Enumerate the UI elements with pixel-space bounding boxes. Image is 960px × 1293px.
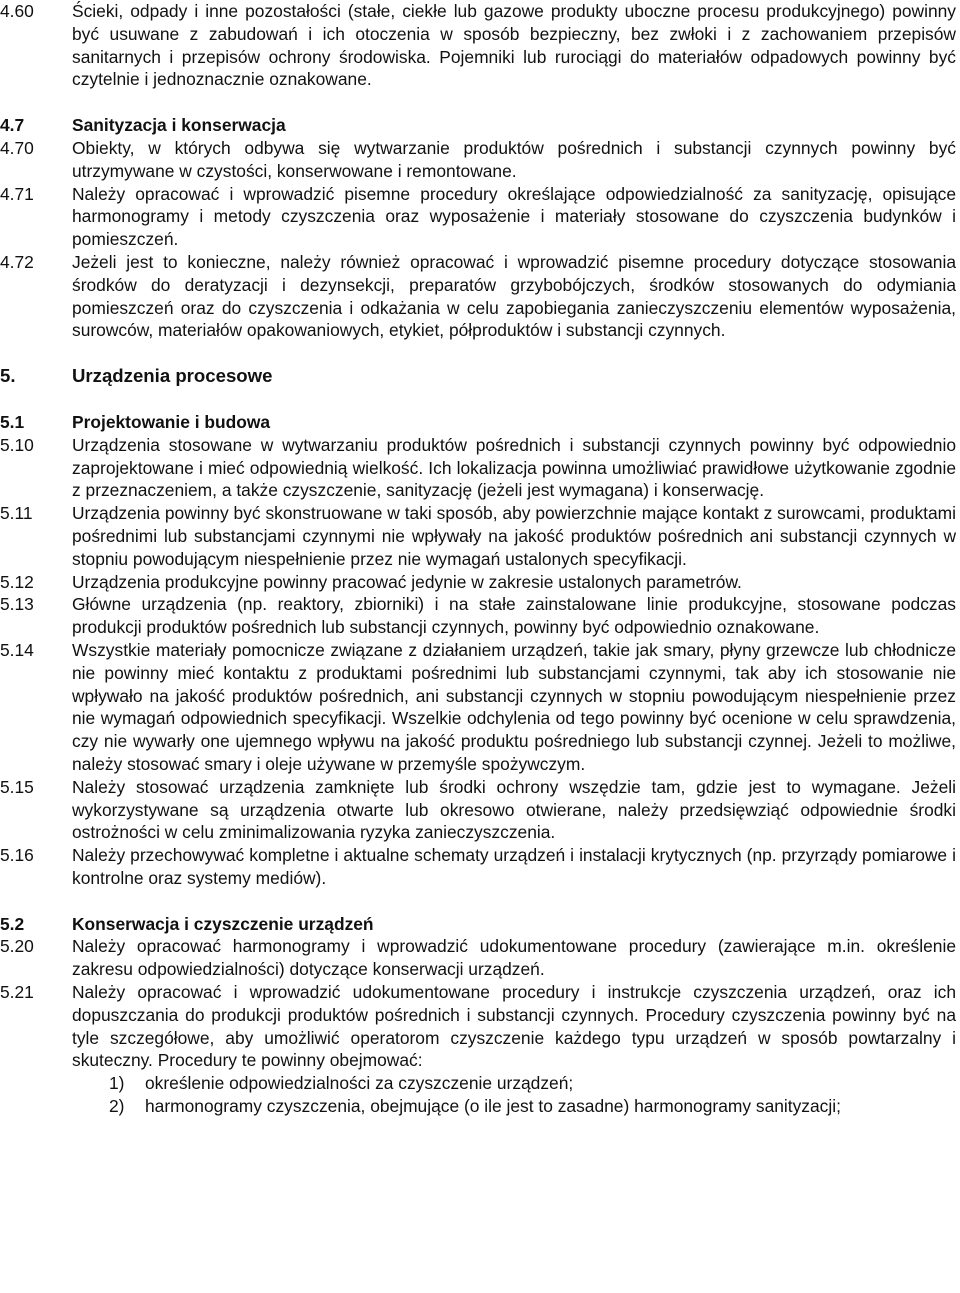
paragraph-text: Główne urządzenia (np. reaktory, zbiorniki) i na stałe zainstalowane linie produkcyjne, stosowane podczas produkcji produktów pośrednich lub substancji czynnych, powinny być odpowiednio oznakowane. xyxy=(72,594,956,638)
paragraph-text: Obiekty, w których odbywa się wytwarzanie produktów pośrednich i substancji czynnych powinny być utrzymywane w czystości, konserwowane i remontowane. xyxy=(72,137,956,181)
paragraph-5-10 xyxy=(0,434,956,502)
paragraph-number: 5.15 xyxy=(0,776,34,797)
paragraph-4-72 xyxy=(0,251,956,342)
paragraph-5-13 xyxy=(0,593,956,639)
paragraph-number: 5.10 xyxy=(0,434,34,455)
list-item xyxy=(0,1072,956,1095)
list-item-number: 1) xyxy=(109,1073,125,1094)
paragraph-text: Ścieki, odpady i inne pozostałości (stałe, ciekłe lub gazowe produkty uboczne procesu produkcyjnego) powinny być usuwane z zabudowań i ich otoczenia w sposób bezpieczny, bez zwłoki i z zachowaniem przepisów sanitarnych i przepisów ochrony środowiska. Pojemniki lub rurociągi do materiałów odpadowych powinny być czytelnie i jednoznacznie oznakowane. xyxy=(72,1,956,90)
heading-number: 5.2 xyxy=(0,913,25,934)
paragraph-number: 5.11 xyxy=(0,503,33,524)
paragraph-number: 5.16 xyxy=(0,845,34,866)
section-heading-4-7 xyxy=(0,114,960,137)
paragraph-5-12 xyxy=(0,571,956,594)
section-heading-5-1 xyxy=(0,411,960,434)
paragraph-text: Należy stosować urządzenia zamknięte lub środki ochrony wszędzie tam, gdzie jest to wymagane. Jeżeli wykorzystywane są urządzenia otwarte lub okresowo otwierane, należy przedsięwziąć odpowiednie środki ostrożności w celu zminimalizowania ryzyka zanieczyszczenia. xyxy=(72,776,956,843)
paragraph-number: 4.72 xyxy=(0,251,34,272)
paragraph-text: Urządzenia powinny być skonstruowane w taki sposób, aby powierzchnie mające kontakt z surowcami, produktami pośrednimi lub substancjami czynnymi nie wpływały na jakość produktów pośrednich ani substancji czynnych w stopniu powodującym niespełnienie przez nie wymagań ustalonych specyfikacji. xyxy=(72,503,956,569)
paragraph-number: 5.13 xyxy=(0,594,34,615)
list-item-text: harmonogramy czyszczenia, obejmujące (o ile jest to zasadne) harmonogramy sanityzacji; xyxy=(145,1096,841,1117)
list-item xyxy=(0,1095,956,1118)
paragraph-5-11 xyxy=(0,502,956,570)
chapter-heading-5 xyxy=(0,365,960,388)
paragraph-number: 5.20 xyxy=(0,936,34,957)
paragraph-number: 4.60 xyxy=(0,1,34,21)
paragraph-number: 5.12 xyxy=(0,571,34,592)
heading-number: 5.1 xyxy=(0,411,25,432)
paragraph-number: 4.71 xyxy=(0,183,34,204)
paragraph-5-15 xyxy=(0,776,956,844)
paragraph-5-14 xyxy=(0,639,956,776)
paragraph-number: 5.14 xyxy=(0,639,34,660)
heading-text: Konserwacja i czyszczenie urządzeń xyxy=(72,913,374,934)
heading-number: 4.7 xyxy=(0,115,25,136)
heading-number: 5. xyxy=(0,365,16,387)
paragraph-text: Urządzenia stosowane w wytwarzaniu produktów pośrednich i substancji czynnych powinny być odpowiednio zaprojektowane i mieć odpowiednią wielkość. Ich lokalizacja powinna umożliwiać prawidłowe użytkowanie zgodnie z przeznaczeniem, a także czyszczenie, sanityzację (jeżeli jest wymagana) i konserwację. xyxy=(72,434,956,501)
paragraph-text: Należy przechowywać kompletne i aktualne schematy urządzeń i instalacji krytycznych (np. przyrządy pomiarowe i kontrolne oraz systemy mediów). xyxy=(72,845,956,888)
heading-text: Urządzenia procesowe xyxy=(72,365,273,387)
section-heading-5-2 xyxy=(0,913,960,936)
paragraph-number: 4.70 xyxy=(0,137,34,158)
paragraph-text: Należy opracować i wprowadzić pisemne procedury określające odpowiedzialność za sanityzację, opisujące harmonogramy i metody czyszczenia oraz wyposażenie i materiały stosowane do czyszczenia budynków i pomieszczeń. xyxy=(72,183,956,250)
heading-text: Projektowanie i budowa xyxy=(72,411,271,432)
paragraph-text: Jeżeli jest to konieczne, należy również opracować i wprowadzić pisemne procedury dotyczące stosowania środków do deratyzacji i dezynsekcji, preparatów grzybobójczych, środków stosowanych do odymiania pomieszczeń oraz do czyszczenia i odkażania w celu zapobiegania zanieczyszczeniu elementów wyposażenia, surowców, materiałów opakowaniowych, etykiet, półproduktów i substancji czynnych. xyxy=(72,251,956,341)
paragraph-5-21 xyxy=(0,981,956,1072)
paragraph-4-71 xyxy=(0,183,956,251)
heading-text: Sanityzacja i konserwacja xyxy=(72,115,286,136)
paragraph-text: Należy opracować i wprowadzić udokumentowane procedury i instrukcje czyszczenia urządzeń, oraz ich dopuszczania do produkcji produktów pośrednich i substancji czynnych. Procedury czyszczenia powinny być na tyle szczegółowe, aby umożliwić operatorom czyszczenie każdego typu urządzeń w sposób powtarzalny i skuteczny. Procedury te powinny obejmować: xyxy=(72,982,956,1071)
list-item-text: określenie odpowiedzialności za czyszczenie urządzeń; xyxy=(145,1073,574,1094)
paragraph-5-16 xyxy=(0,844,956,890)
paragraph-number: 5.21 xyxy=(0,982,34,1003)
paragraph-5-20 xyxy=(0,935,956,981)
paragraph-text: Należy opracować harmonogramy i wprowadzić udokumentowane procedury (zawierające m.in. określenie zakresu odpowiedzialności) dotyczące konserwacji urządzeń. xyxy=(72,936,956,980)
paragraph-4-70 xyxy=(0,137,956,183)
paragraph-text: Urządzenia produkcyjne powinny pracować jedynie w zakresie ustalonych parametrów. xyxy=(72,571,742,592)
list-item-number: 2) xyxy=(109,1096,125,1117)
paragraph-4-60 xyxy=(0,0,956,91)
paragraph-text: Wszystkie materiały pomocnicze związane z działaniem urządzeń, takie jak smary, płyny grzewcze lub chłodnicze nie powinny mieć kontaktu z produktami pośrednimi lub substancjami czynnymi, tak aby ich stosowanie nie wpływało na jakość produktów pośrednich, ani substancji czynnych w stopniu powodującym niespełnienie przez nie wymagań odpowiednich specyfikacji. Wszelkie odchylenia od tego powinny być ocenione w celu sprawdzenia, czy nie wywarły one ujemnego wpływu na jakość produktu pośredniego lub substancji czynnej. Jeżeli to możliwe, należy stosować smary i oleje używane w przemyśle spożywczym. xyxy=(72,639,956,774)
